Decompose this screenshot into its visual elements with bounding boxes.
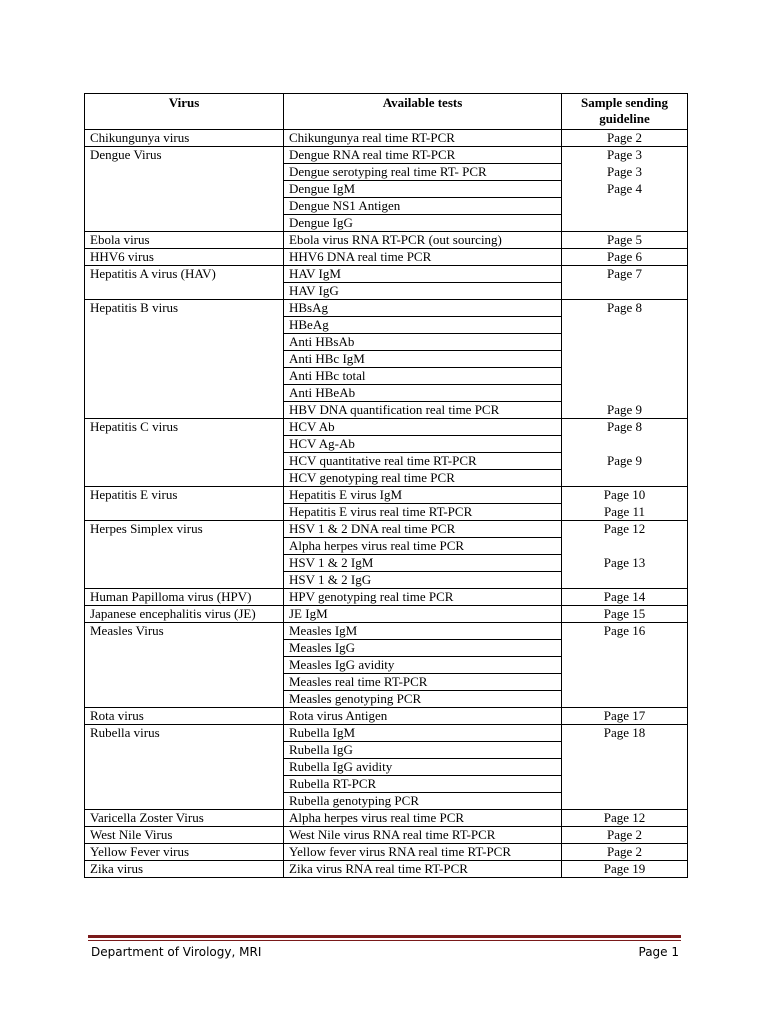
table-row — [85, 487, 688, 504]
header-virus: Virus — [85, 94, 284, 130]
table-row — [85, 164, 688, 181]
virus-cell — [85, 317, 284, 334]
test-cell: Chikungunya real time RT-PCR — [284, 130, 562, 147]
test-cell: Anti HBc IgM — [284, 351, 562, 368]
virus-cell — [85, 283, 284, 300]
table-row — [85, 300, 688, 317]
virus-cell: Hepatitis C virus — [85, 419, 284, 436]
guideline-cell — [562, 470, 688, 487]
test-cell: Rota virus Antigen — [284, 708, 562, 725]
guideline-cell: Page 2 — [562, 130, 688, 147]
virus-test-table — [84, 93, 688, 878]
table-row — [85, 266, 688, 283]
test-cell: HCV genotyping real time PCR — [284, 470, 562, 487]
table-row — [85, 640, 688, 657]
footer-page-number: Page 1 — [638, 945, 679, 959]
guideline-cell — [562, 317, 688, 334]
table-row — [85, 198, 688, 215]
table-row — [85, 844, 688, 861]
table-row — [85, 827, 688, 844]
test-cell: Dengue IgM — [284, 181, 562, 198]
guideline-cell — [562, 742, 688, 759]
virus-cell — [85, 640, 284, 657]
virus-cell: Dengue Virus — [85, 147, 284, 164]
virus-cell: Ebola virus — [85, 232, 284, 249]
virus-cell — [85, 334, 284, 351]
table-row — [85, 759, 688, 776]
guideline-cell — [562, 283, 688, 300]
guideline-cell — [562, 334, 688, 351]
test-cell: Measles IgM — [284, 623, 562, 640]
test-cell: Dengue serotyping real time RT- PCR — [284, 164, 562, 181]
virus-cell: Yellow Fever virus — [85, 844, 284, 861]
guideline-cell — [562, 198, 688, 215]
guideline-cell: Page 9 — [562, 402, 688, 419]
virus-cell: Human Papilloma virus (HPV) — [85, 589, 284, 606]
table-row — [85, 470, 688, 487]
virus-cell: Herpes Simplex virus — [85, 521, 284, 538]
test-cell: West Nile virus RNA real time RT-PCR — [284, 827, 562, 844]
virus-cell: Varicella Zoster Virus — [85, 810, 284, 827]
guideline-cell — [562, 368, 688, 385]
guideline-cell — [562, 436, 688, 453]
virus-cell — [85, 572, 284, 589]
table-row — [85, 674, 688, 691]
virus-cell — [85, 742, 284, 759]
table-row — [85, 708, 688, 725]
test-cell: HSV 1 & 2 IgG — [284, 572, 562, 589]
table-row — [85, 283, 688, 300]
virus-cell: Zika virus — [85, 861, 284, 878]
guideline-cell — [562, 538, 688, 555]
virus-cell: Hepatitis B virus — [85, 300, 284, 317]
table-row — [85, 725, 688, 742]
table-header-row — [85, 94, 688, 130]
test-cell: HSV 1 & 2 DNA real time PCR — [284, 521, 562, 538]
test-cell: Dengue RNA real time RT-PCR — [284, 147, 562, 164]
table-row — [85, 606, 688, 623]
guideline-cell — [562, 572, 688, 589]
guideline-cell: Page 12 — [562, 521, 688, 538]
test-cell: Anti HBeAb — [284, 385, 562, 402]
table-row — [85, 249, 688, 266]
test-cell: Alpha herpes virus real time PCR — [284, 538, 562, 555]
guideline-cell: Page 10 — [562, 487, 688, 504]
table-row — [85, 776, 688, 793]
guideline-cell: Page 16 — [562, 623, 688, 640]
virus-cell — [85, 215, 284, 232]
virus-cell — [85, 504, 284, 521]
guideline-cell: Page 3 — [562, 164, 688, 181]
guideline-cell: Page 13 — [562, 555, 688, 572]
virus-cell: West Nile Virus — [85, 827, 284, 844]
guideline-cell — [562, 385, 688, 402]
virus-cell: Rota virus — [85, 708, 284, 725]
guideline-cell — [562, 793, 688, 810]
table-row — [85, 130, 688, 147]
guideline-cell: Page 5 — [562, 232, 688, 249]
table-row — [85, 589, 688, 606]
virus-cell — [85, 657, 284, 674]
table-row — [85, 215, 688, 232]
table-row — [85, 691, 688, 708]
test-cell: HCV Ab — [284, 419, 562, 436]
table-row — [85, 538, 688, 555]
virus-cell: HHV6 virus — [85, 249, 284, 266]
test-cell: HCV quantitative real time RT-PCR — [284, 453, 562, 470]
virus-cell — [85, 453, 284, 470]
test-cell: HBeAg — [284, 317, 562, 334]
test-cell: Dengue IgG — [284, 215, 562, 232]
test-cell: Measles real time RT-PCR — [284, 674, 562, 691]
guideline-cell: Page 11 — [562, 504, 688, 521]
virus-cell — [85, 181, 284, 198]
guideline-cell: Page 14 — [562, 589, 688, 606]
guideline-cell — [562, 640, 688, 657]
test-cell: Dengue NS1 Antigen — [284, 198, 562, 215]
virus-cell — [85, 776, 284, 793]
table-row — [85, 555, 688, 572]
guideline-cell: Page 8 — [562, 300, 688, 317]
virus-cell — [85, 538, 284, 555]
guideline-cell — [562, 776, 688, 793]
virus-cell: Measles Virus — [85, 623, 284, 640]
table-row — [85, 181, 688, 198]
guideline-cell: Page 12 — [562, 810, 688, 827]
guideline-cell: Page 3 — [562, 147, 688, 164]
guideline-cell: Page 6 — [562, 249, 688, 266]
test-cell: Measles genotyping PCR — [284, 691, 562, 708]
virus-cell: Japanese encephalitis virus (JE) — [85, 606, 284, 623]
test-cell: Rubella genotyping PCR — [284, 793, 562, 810]
table-row — [85, 623, 688, 640]
test-cell: Yellow fever virus RNA real time RT-PCR — [284, 844, 562, 861]
guideline-cell — [562, 351, 688, 368]
footer-rule-thin — [88, 940, 681, 941]
test-cell: HCV Ag-Ab — [284, 436, 562, 453]
guideline-cell: Page 2 — [562, 844, 688, 861]
virus-cell — [85, 164, 284, 181]
table-row — [85, 402, 688, 419]
table-row — [85, 504, 688, 521]
table-row — [85, 793, 688, 810]
test-cell: Rubella IgM — [284, 725, 562, 742]
test-cell: Hepatitis E virus IgM — [284, 487, 562, 504]
guideline-cell: Page 17 — [562, 708, 688, 725]
virus-cell: Hepatitis E virus — [85, 487, 284, 504]
virus-cell — [85, 793, 284, 810]
table-row — [85, 317, 688, 334]
table-row — [85, 419, 688, 436]
test-cell: Rubella IgG — [284, 742, 562, 759]
table-row — [85, 334, 688, 351]
table-row — [85, 232, 688, 249]
table-row — [85, 385, 688, 402]
test-cell: HAV IgG — [284, 283, 562, 300]
test-cell: HSV 1 & 2 IgM — [284, 555, 562, 572]
guideline-cell — [562, 215, 688, 232]
footer-department: Department of Virology, MRI — [91, 945, 262, 959]
header-available-tests: Available tests — [284, 94, 562, 130]
virus-cell: Hepatitis A virus (HAV) — [85, 266, 284, 283]
test-cell: Rubella RT-PCR — [284, 776, 562, 793]
virus-cell — [85, 368, 284, 385]
guideline-cell — [562, 691, 688, 708]
table-row — [85, 742, 688, 759]
virus-cell — [85, 402, 284, 419]
test-cell: HAV IgM — [284, 266, 562, 283]
table-row — [85, 521, 688, 538]
guideline-cell: Page 2 — [562, 827, 688, 844]
virus-cell — [85, 674, 284, 691]
table-row — [85, 453, 688, 470]
test-cell: Zika virus RNA real time RT-PCR — [284, 861, 562, 878]
table-row — [85, 436, 688, 453]
guideline-cell — [562, 674, 688, 691]
guideline-cell: Page 15 — [562, 606, 688, 623]
test-cell: HBV DNA quantification real time PCR — [284, 402, 562, 419]
test-cell: HHV6 DNA real time PCR — [284, 249, 562, 266]
virus-cell — [85, 691, 284, 708]
virus-cell — [85, 385, 284, 402]
test-cell: Hepatitis E virus real time RT-PCR — [284, 504, 562, 521]
test-cell: Measles IgG avidity — [284, 657, 562, 674]
virus-cell: Chikungunya virus — [85, 130, 284, 147]
guideline-cell — [562, 657, 688, 674]
table-body — [85, 130, 688, 878]
guideline-cell: Page 7 — [562, 266, 688, 283]
test-cell: Alpha herpes virus real time PCR — [284, 810, 562, 827]
virus-cell — [85, 759, 284, 776]
test-cell: Measles IgG — [284, 640, 562, 657]
table-row — [85, 810, 688, 827]
test-cell: HPV genotyping real time PCR — [284, 589, 562, 606]
table-row — [85, 368, 688, 385]
guideline-cell: Page 4 — [562, 181, 688, 198]
table-row — [85, 572, 688, 589]
test-cell: Anti HBc total — [284, 368, 562, 385]
virus-cell — [85, 436, 284, 453]
table-row — [85, 861, 688, 878]
test-cell: JE IgM — [284, 606, 562, 623]
guideline-cell: Page 9 — [562, 453, 688, 470]
virus-cell — [85, 351, 284, 368]
test-cell: Anti HBsAb — [284, 334, 562, 351]
guideline-cell: Page 8 — [562, 419, 688, 436]
guideline-cell: Page 18 — [562, 725, 688, 742]
guideline-cell — [562, 759, 688, 776]
virus-cell — [85, 198, 284, 215]
test-cell: HBsAg — [284, 300, 562, 317]
guideline-cell: Page 19 — [562, 861, 688, 878]
test-cell: Rubella IgG avidity — [284, 759, 562, 776]
table-row — [85, 147, 688, 164]
footer-rule-thick — [88, 935, 681, 938]
header-sample-guideline: Sample sending guideline — [562, 94, 688, 130]
virus-cell — [85, 470, 284, 487]
virus-cell — [85, 555, 284, 572]
table-row — [85, 657, 688, 674]
test-cell: Ebola virus RNA RT-PCR (out sourcing) — [284, 232, 562, 249]
virus-cell: Rubella virus — [85, 725, 284, 742]
table-row — [85, 351, 688, 368]
